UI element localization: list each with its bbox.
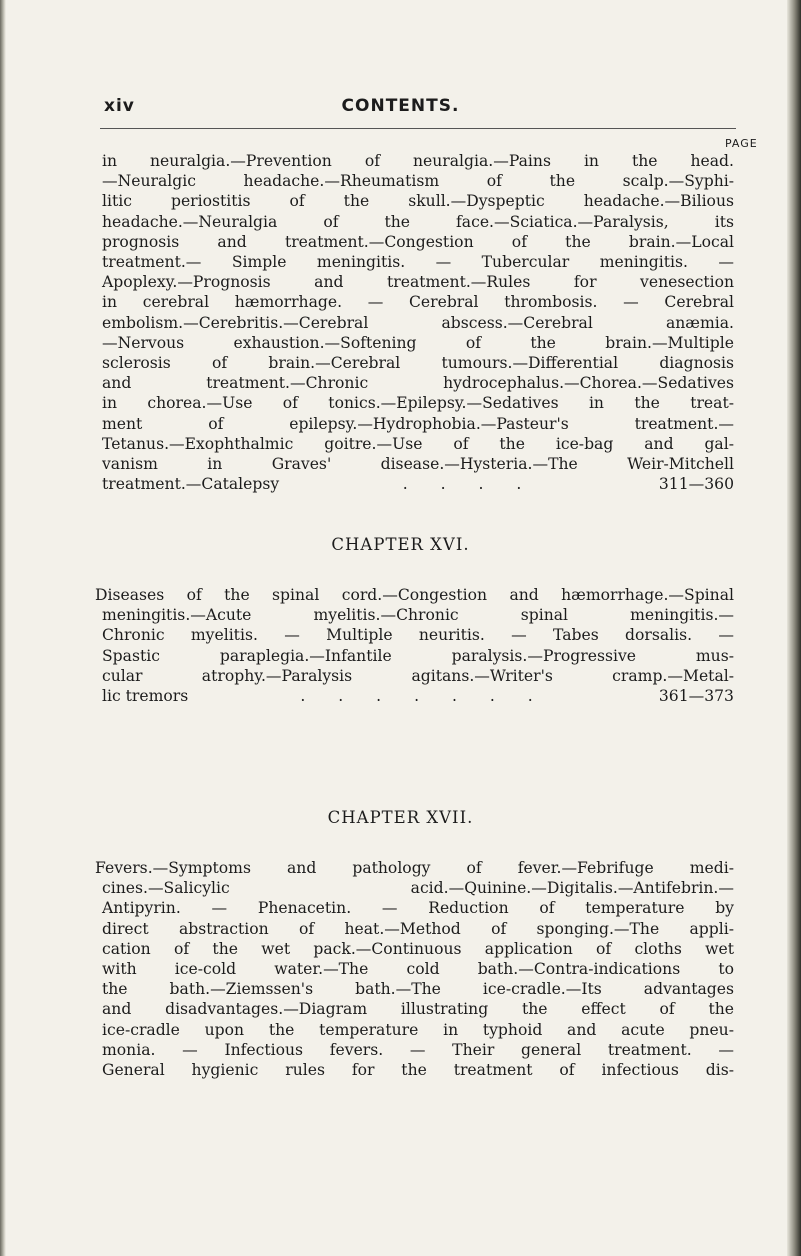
chapter-heading: CHAPTER XVII.: [327, 808, 474, 827]
chapter-xvi-contents: [95, 585, 734, 706]
leader-dots: . . . .: [402, 475, 536, 494]
toc-line: sclerosis of brain.—Cerebral tumours.—Differential diagnosis: [102, 354, 734, 373]
page-range: 361—373: [658, 687, 734, 706]
toc-line: in neuralgia.—Prevention of neuralgia.—Pains in the head.: [102, 152, 734, 170]
toc-line: —Nervous exhaustion.—Softening of the brain.—Multiple: [102, 333, 734, 352]
page-right-edge: [787, 0, 801, 1256]
page-range: 311—360: [658, 475, 734, 494]
page-column-label: PAGE: [725, 137, 758, 150]
running-head: [0, 92, 801, 122]
toc-line: ice-cradle upon the temperature in typhoid and acute pneu-: [102, 1020, 734, 1039]
toc-line-end-text: treatment.—Catalepsy: [102, 475, 280, 494]
toc-entry-end: [102, 686, 734, 706]
leader-dots: . . . . . . .: [300, 687, 547, 706]
toc-line: embolism.—Cerebritis.—Cerebral abscess.—Cerebral anæmia.: [102, 313, 734, 332]
toc-line: cular atrophy.—Paralysis agitans.—Writer's cramp.—Metal-: [102, 666, 734, 685]
toc-line: Fevers.—Symptoms and pathology of fever.—Febrifuge medi-: [95, 859, 734, 877]
header-rule: [100, 128, 736, 129]
toc-line: Antipyrin. — Phenacetin. — Reduction of temperature by: [102, 899, 734, 918]
toc-line: litic periostitis of the skull.—Dyspeptic headache.—Bilious: [102, 192, 734, 211]
toc-line: vanism in Graves' disease.—Hysteria.—The Weir-Mitchell: [102, 455, 734, 474]
toc-line: ment of epilepsy.—Hydrophobia.—Pasteur's treatment.—: [102, 414, 734, 433]
toc-line-end-text: lic tremors: [102, 687, 189, 706]
toc-line: General hygienic rules for the treatment of infectious dis-: [102, 1061, 734, 1080]
toc-line: meningitis.—Acute myelitis.—Chronic spinal meningitis.—: [102, 606, 734, 625]
chapter-xv-contents: [102, 151, 734, 494]
toc-line: and disadvantages.—Diagram illustrating the effect of the: [102, 1000, 734, 1019]
toc-line: treatment.— Simple meningitis. — Tubercular meningitis. —: [102, 253, 734, 272]
toc-line: headache.—Neuralgia of the face.—Sciatica.—Paralysis, its: [102, 212, 734, 231]
toc-line: —Neuralgic headache.—Rheumatism of the scalp.—Syphi-: [102, 172, 734, 191]
running-title: CONTENTS.: [341, 96, 460, 116]
chapter-heading: CHAPTER XVI.: [331, 535, 470, 554]
toc-line: in chorea.—Use of tonics.—Epilepsy.—Sedatives in the treat-: [102, 394, 734, 413]
toc-line: Apoplexy.—Prognosis and treatment.—Rules for venesection: [102, 273, 734, 292]
toc-line: the bath.—Ziemssen's bath.—The ice-cradle.—Its advantages: [102, 980, 734, 999]
toc-line: prognosis and treatment.—Congestion of the brain.—Local: [102, 232, 734, 251]
toc-line: Tetanus.—Exophthalmic goitre.—Use of the ice-bag and gal-: [102, 434, 734, 453]
toc-line: Chronic myelitis. — Multiple neuritis. — Tabes dorsalis. —: [102, 626, 734, 645]
toc-line: direct abstraction of heat.—Method of sponging.—The appli-: [102, 919, 734, 938]
toc-line: Spastic paraplegia.—Infantile paralysis.—Progressive mus-: [102, 646, 734, 665]
page-number: xiv: [104, 96, 135, 116]
toc-line: and treatment.—Chronic hydrocephalus.—Chorea.—Sedatives: [102, 374, 734, 393]
toc-line: cines.—Salicylic acid.—Quinine.—Digitalis.—Antifebrin.—: [102, 879, 734, 898]
toc-line: monia. — Infectious fevers. — Their general treatment. —: [102, 1040, 734, 1059]
toc-line: in cerebral hæmorrhage. — Cerebral thrombosis. — Cerebral: [102, 293, 734, 312]
toc-line: with ice-cold water.—The cold bath.—Contra-indications to: [102, 960, 734, 979]
toc-entry-end: [102, 474, 734, 494]
chapter-xvii-contents: [95, 858, 734, 1080]
page-left-shadow: [0, 0, 6, 1256]
toc-line: Diseases of the spinal cord.—Congestion and hæmorrhage.—Spinal: [95, 586, 734, 604]
toc-line: cation of the wet pack.—Continuous application of cloths wet: [102, 939, 734, 958]
